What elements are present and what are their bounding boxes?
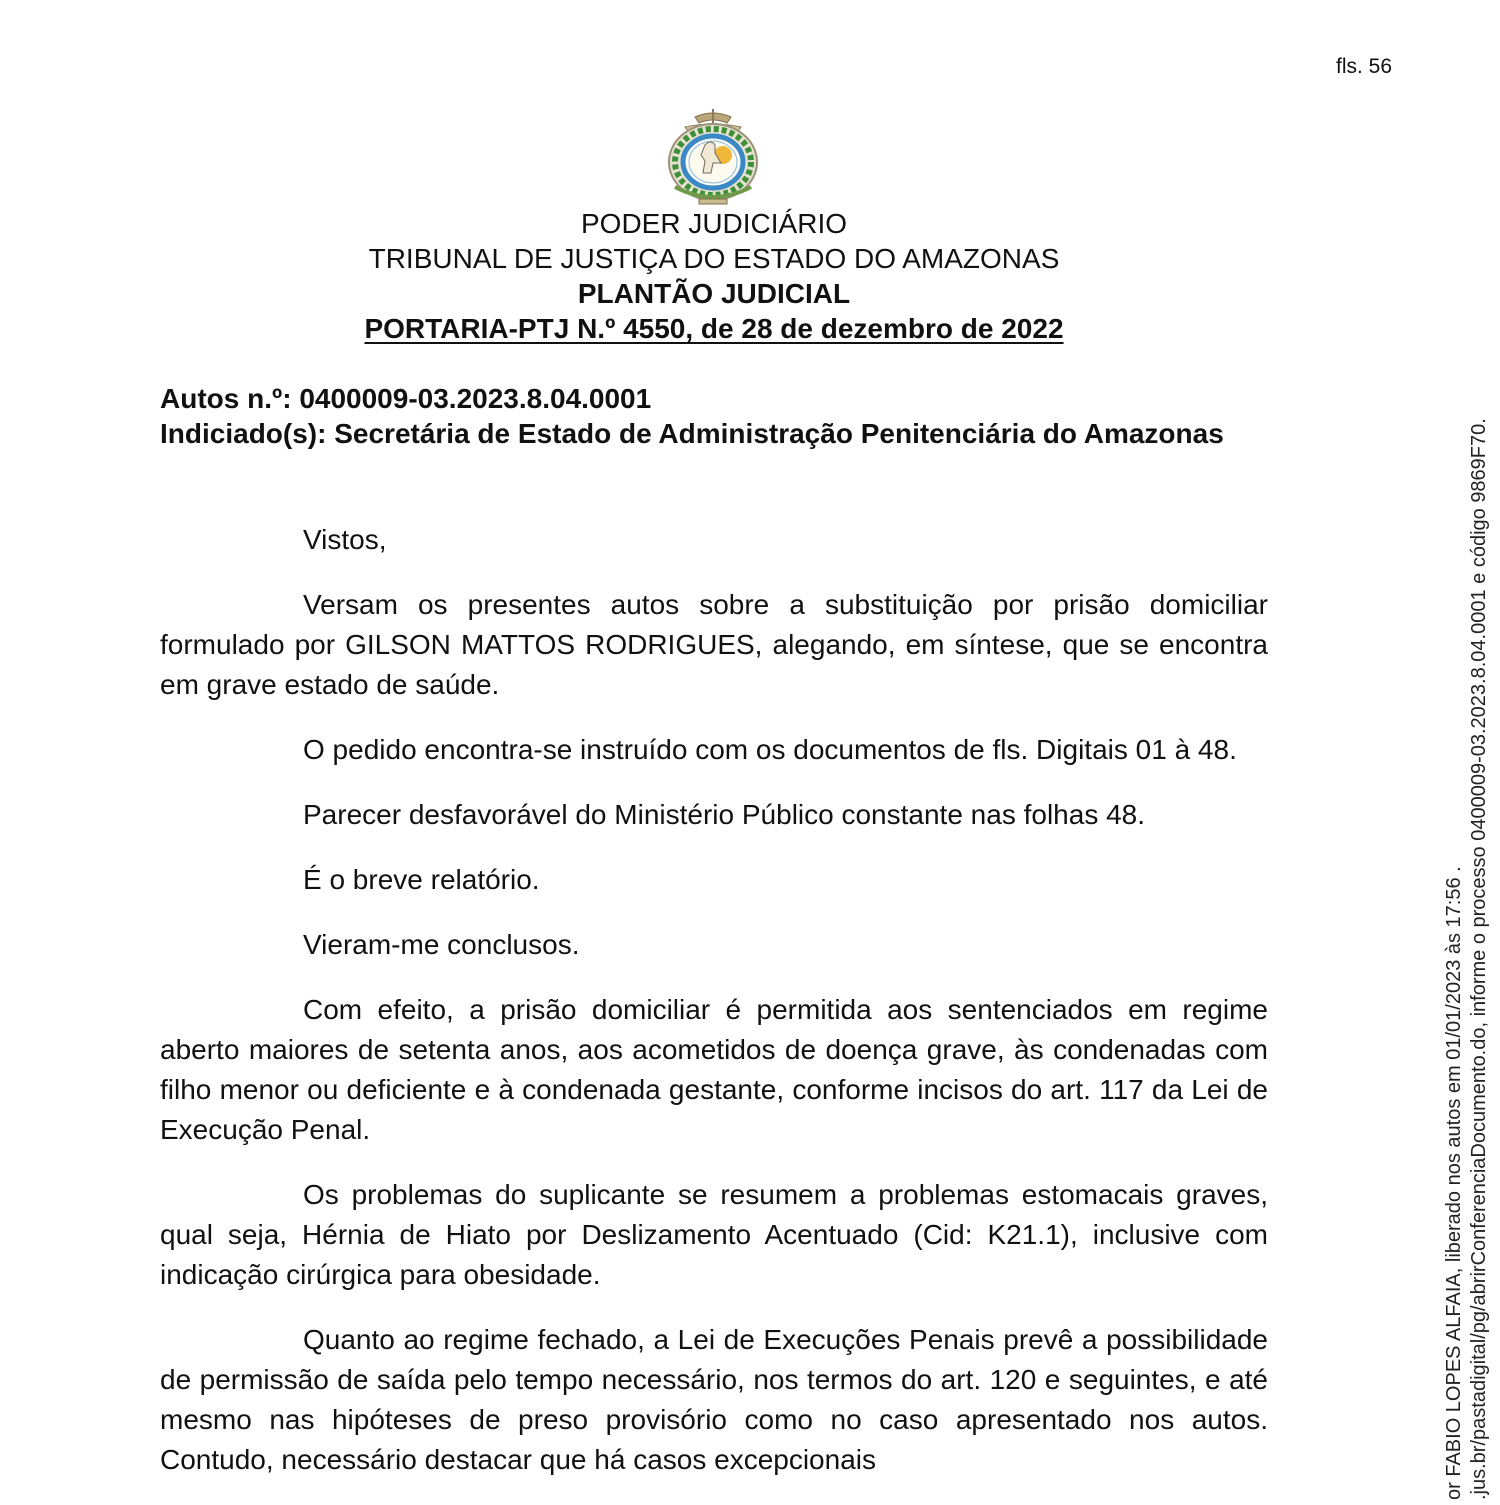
paragraph-conclusos: Vieram-me conclusos. bbox=[303, 929, 580, 960]
digital-signature-stamp bbox=[1442, 418, 1492, 1500]
case-number: Autos n.º: 0400009-03.2023.8.04.0001 bbox=[160, 383, 652, 414]
document-header bbox=[160, 206, 1268, 346]
document-body bbox=[160, 520, 1268, 1505]
header-line-portaria: PORTARIA-PTJ N.º 4550, de 28 de dezembro de 2022 bbox=[364, 313, 1064, 344]
paragraph-parecer: Parecer desfavorável do Ministério Público constante nas folhas 48. bbox=[303, 799, 1146, 830]
page-number: fls. 56 bbox=[1336, 55, 1393, 78]
header-line-plantao: PLANTÃO JUDICIAL bbox=[577, 278, 851, 309]
header-line-poder-judiciario: PODER JUDICIÁRIO bbox=[580, 208, 848, 239]
header-line-tribunal: TRIBUNAL DE JUSTIÇA DO ESTADO DO AMAZONAS bbox=[368, 243, 1060, 274]
stamp-line-release: or FABIO LOPES ALFAIA, liberado nos autos em 01/01/2023 às 17:56 . bbox=[1443, 866, 1465, 1500]
paragraph-com-efeito: Com efeito, a prisão domiciliar é permitida aos sentenciados em regime aberto maiores de setenta anos, aos acometidos de doença grave, às condenadas com filho menor ou deficiente e à condenada gestante, conforme incisos do art. 117 da Lei de Execução Penal. bbox=[160, 994, 1268, 1145]
paragraph-relatorio: É o breve relatório. bbox=[303, 864, 540, 895]
paragraph-pedido: O pedido encontra-se instruído com os documentos de fls. Digitais 01 à 48. bbox=[303, 734, 1237, 765]
paragraph-problemas: Os problemas do suplicante se resumem a problemas estomacais graves, qual seja, Hérnia de Hiato por Deslizamento Acentuado (Cid: K21.1), inclusive com indicação cirúrgica para obesidade. bbox=[160, 1179, 1268, 1290]
case-info bbox=[160, 381, 1268, 451]
coat-of-arms-icon bbox=[645, 107, 782, 207]
case-indiciado: Indiciado(s): Secretária de Estado de Administração Penitenciária do Amazonas bbox=[160, 418, 1224, 449]
paragraph-versam: Versam os presentes autos sobre a substituição por prisão domiciliar formulado por GILSON MATTOS RODRIGUES, alegando, em síntese, que se encontra em grave estado de saúde. bbox=[160, 589, 1268, 700]
paragraph-regime-fechado: Quanto ao regime fechado, a Lei de Execuções Penais prevê a possibilidade de permissão de saída pelo tempo necessário, nos termos do art. 120 e seguintes, e até mesmo nas hipóteses de preso provisório como no caso apresentado nos autos. Contudo, necessário destacar que há casos excepcionais bbox=[160, 1324, 1268, 1475]
stamp-line-verification: .jus.br/pastadigital/pg/abrirConferenciaDocumento.do, informe o processo 0400009-03.2023.8.04.0001 e código 9869F70. bbox=[1468, 418, 1490, 1500]
paragraph-vistos: Vistos, bbox=[303, 524, 387, 555]
